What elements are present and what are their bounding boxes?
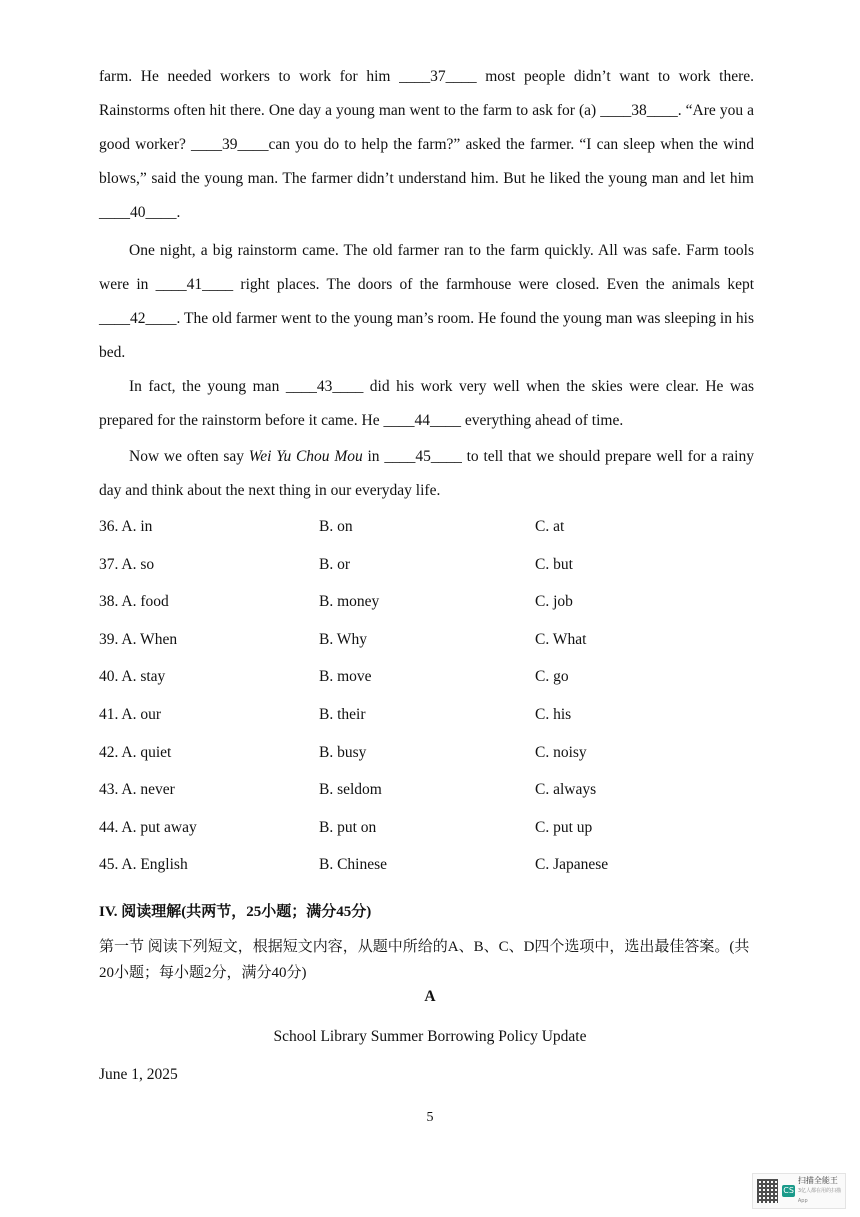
option-b: B. Why [319, 630, 367, 648]
option-a: 38. A. food [99, 593, 169, 611]
scanner-tagline: 3亿人都在用的扫描App [797, 1188, 842, 1204]
option-b: B. on [319, 518, 353, 535]
passage-paragraph-1 [99, 60, 754, 230]
text-run: in [362, 448, 385, 465]
option-c: C. but [535, 555, 573, 573]
blank-38: ____38____ [600, 102, 678, 119]
option-b: B. move [319, 668, 372, 686]
passage-label: A [424, 988, 436, 1005]
option-c: C. his [535, 705, 572, 723]
article-date: June 1, 2025 [99, 1066, 178, 1083]
option-a: 43. A. never [99, 781, 175, 799]
blank-40: ____40____ [99, 204, 177, 221]
option-row [99, 813, 759, 851]
option-a: 37. A. so [99, 555, 155, 573]
option-b: B. put on [319, 818, 377, 836]
blank-44: ____44____ [383, 412, 461, 429]
passage-paragraph-2 [99, 234, 754, 370]
passage-paragraph-3 [99, 370, 754, 438]
option-c: C. What [535, 630, 587, 648]
text-run: right places. The doors of the farmhouse were closed. Even the animals kept [233, 276, 755, 293]
option-row [99, 738, 759, 776]
option-b: B. busy [319, 743, 367, 761]
idiom-italic: Wei Yu Chou Mou [248, 448, 363, 465]
section-title: IV. 阅读理解(共两节，25小题；满分45分) [99, 904, 372, 920]
option-a: 45. A. English [99, 856, 188, 874]
page-number: 5 [426, 1110, 434, 1125]
option-a: 41. A. our [99, 705, 161, 723]
text-run: everything ahead of time. [460, 412, 624, 429]
text-run: can you do to help the farm?” asked the farmer. “I can sleep when the wind blows,” said the young man. The farmer didn’t understand him. But he liked the young man and let him [99, 136, 754, 187]
option-row [99, 512, 759, 550]
blank-41: ____41____ [155, 276, 234, 293]
text-run: to tell that we should prepare well for a rainy day and think about the next thing in our everyday life. [99, 448, 754, 499]
text-run: One night, a big rainstorm came. The old farmer ran to the farm quickly. All was safe. Farm tools were in [99, 242, 754, 293]
option-b: B. Chinese [319, 856, 388, 874]
text-run: farm. He needed workers to work for him [99, 68, 400, 85]
option-c: C. go [535, 668, 569, 686]
qr-code-icon [757, 1179, 778, 1203]
section-instruction: 第一节 阅读下列短文，根据短文内容，从题中所给的A、B、C、D四个选项中，选出最佳答案。(共20小题；每小题2分，满分40分) [99, 939, 750, 981]
text-run: Now we often say [129, 448, 249, 465]
scanner-label [798, 1176, 845, 1206]
option-a: 36. A. in [99, 518, 153, 535]
option-c: C. noisy [535, 743, 587, 761]
option-c: C. always [535, 781, 597, 799]
option-a: 40. A. stay [99, 668, 166, 686]
option-a: 44. A. put away [99, 818, 197, 836]
option-b: B. money [319, 593, 380, 611]
option-row [99, 662, 759, 700]
text-run: most people didn’t want to work there. Rainstorms often hit there. One day a young man went to the farm to ask for (a) [99, 68, 755, 119]
text-run: . [176, 204, 181, 221]
scanner-name: 扫描全能王 [797, 1176, 838, 1185]
scanner-watermark [752, 1173, 846, 1209]
option-b: B. seldom [319, 781, 382, 799]
option-row [99, 587, 759, 625]
passage-paragraph-4 [99, 440, 754, 508]
blank-37: ____37____ [399, 68, 477, 85]
option-c: C. at [535, 518, 565, 535]
options-list [99, 512, 759, 888]
text-run: did his work very well when the skies were clear. He was prepared for the rainstorm before it came. He [99, 378, 755, 429]
text-run: . The old farmer went to the young man’s room. He found the young man was sleeping in his bed. [99, 310, 754, 361]
blank-39: ____39____ [191, 136, 269, 153]
camscanner-logo-icon: CS [783, 1186, 794, 1195]
text-run: In fact, the young man [129, 378, 286, 395]
option-row [99, 625, 759, 663]
option-c: C. put up [535, 818, 593, 836]
option-c: C. job [535, 593, 573, 611]
blank-45: ____45____ [384, 448, 462, 465]
blank-43: ____43____ [285, 378, 364, 395]
option-a: 42. A. quiet [99, 743, 172, 761]
option-row [99, 775, 759, 813]
option-b: B. their [319, 705, 366, 723]
option-row [99, 850, 759, 888]
option-row [99, 550, 759, 588]
option-a: 39. A. When [99, 630, 178, 648]
option-row [99, 700, 759, 738]
article-title: School Library Summer Borrowing Policy Update [273, 1028, 587, 1045]
option-c: C. Japanese [535, 856, 609, 874]
text-run: . “Are you a good worker? [99, 102, 754, 153]
option-b: B. or [319, 555, 350, 573]
blank-42: ____42____ [99, 310, 177, 327]
